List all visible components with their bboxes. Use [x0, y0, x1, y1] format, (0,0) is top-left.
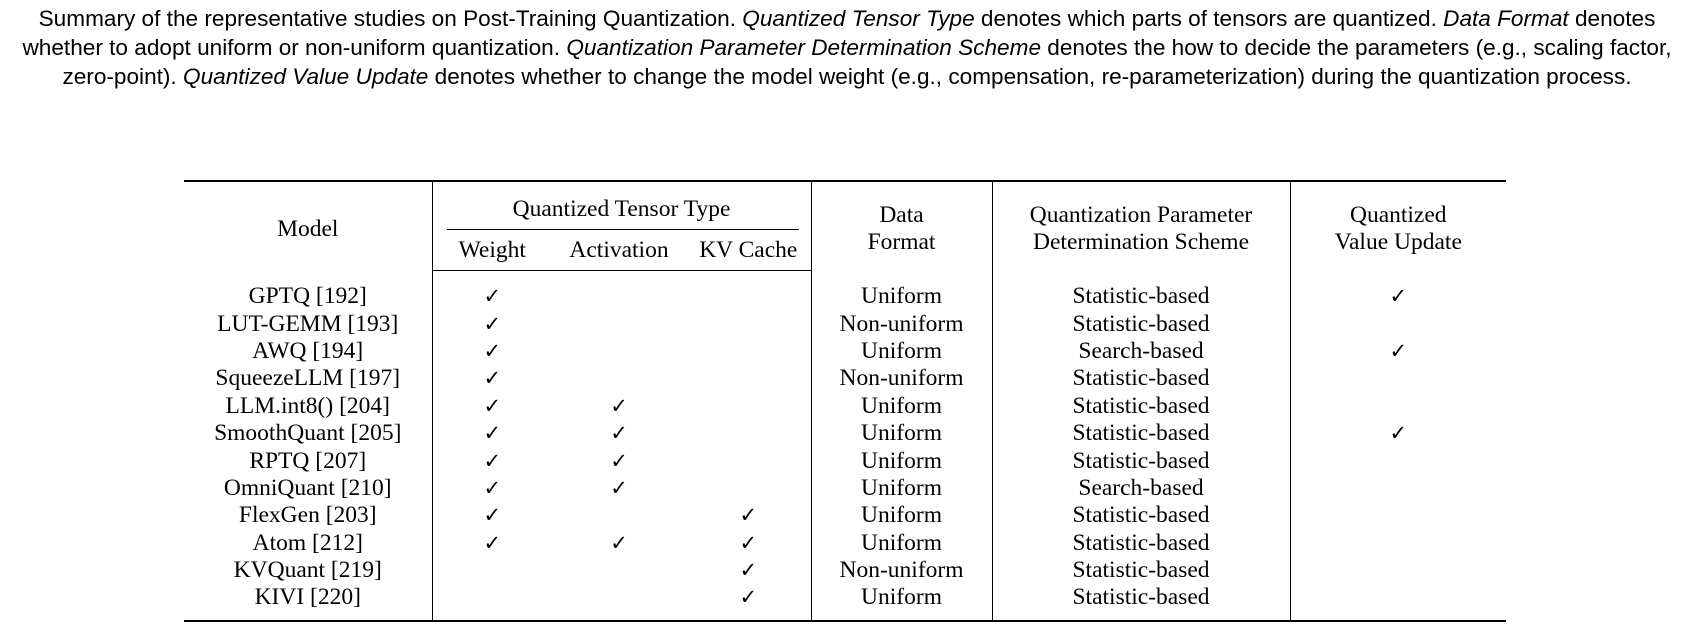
header-row-1: [184, 181, 1506, 230]
value-update-check-cell: [1290, 310, 1506, 337]
header-data-format-line1: Data: [879, 202, 924, 229]
weight-check-cell: ✓: [483, 311, 502, 336]
header-data-format: [811, 181, 992, 271]
activation-check-cell: [552, 502, 686, 529]
table-row: [184, 530, 1506, 557]
header-activation: Activation: [552, 230, 686, 271]
table-row: [184, 420, 1506, 447]
weight-check-cell: ✓: [483, 393, 502, 418]
qpd-scheme-cell: Statistic-based: [992, 557, 1290, 584]
data-format-cell: Uniform: [811, 420, 992, 447]
qpd-scheme-cell: Statistic-based: [992, 393, 1290, 420]
caption-term-data-format: Data Format: [1443, 6, 1569, 31]
caption-term-tensor-type: Quantized Tensor Type: [742, 6, 975, 31]
kv-cache-check-cell: ✓: [686, 502, 811, 529]
table-row: [184, 584, 1506, 620]
data-format-cell: Uniform: [811, 393, 992, 420]
activation-check-cell: [552, 557, 686, 584]
qpd-scheme-cell: Statistic-based: [992, 271, 1290, 311]
qpd-scheme-cell: Statistic-based: [992, 420, 1290, 447]
model-cell: Atom [212]: [184, 530, 432, 557]
table-caption: [8, 4, 1686, 91]
caption-text-2: denotes which parts of tensors are quantized.: [974, 6, 1444, 31]
ptq-summary-table-container: [184, 180, 1506, 622]
data-format-cell: Uniform: [811, 584, 992, 620]
model-cell: OmniQuant [210]: [184, 475, 432, 502]
activation-check-cell: ✓: [610, 530, 628, 555]
weight-check-cell: ✓: [483, 366, 502, 391]
header-tensor-type-group: [432, 181, 811, 230]
weight-check-cell: ✓: [483, 448, 502, 473]
qpd-scheme-cell: Statistic-based: [992, 584, 1290, 620]
data-format-cell: Non-uniform: [811, 310, 992, 337]
kv-cache-check-cell: [686, 447, 811, 474]
qpd-scheme-cell: Search-based: [992, 338, 1290, 365]
weight-check-cell: ✓: [483, 338, 502, 363]
caption-text-5: denotes whether to change the model weight (e.g., compensation, re-parameterization) during the quantization process.: [428, 64, 1632, 89]
table-row: [184, 365, 1506, 392]
qpd-scheme-cell: Statistic-based: [992, 310, 1290, 337]
activation-check-cell: [552, 338, 686, 365]
value-update-check-cell: [1290, 447, 1506, 474]
value-update-check-cell: ✓: [1389, 421, 1408, 446]
value-update-check-cell: [1290, 365, 1506, 392]
model-cell: GPTQ [192]: [184, 271, 432, 311]
header-value-update: [1290, 181, 1506, 271]
activation-check-cell: [552, 365, 686, 392]
ptq-summary-table: [184, 180, 1506, 622]
kv-cache-check-cell: [686, 271, 811, 311]
header-tensor-type-label: Quantized Tensor Type: [512, 195, 731, 222]
model-cell: RPTQ [207]: [184, 447, 432, 474]
weight-check-cell: ✓: [483, 503, 502, 528]
value-update-check-cell: ✓: [1389, 283, 1408, 308]
header-model: Model: [184, 181, 432, 271]
activation-check-cell: ✓: [610, 421, 628, 446]
qpd-scheme-cell: Search-based: [992, 475, 1290, 502]
activation-check-cell: [552, 584, 686, 620]
activation-check-cell: ✓: [610, 448, 628, 473]
model-cell: SmoothQuant [205]: [184, 420, 432, 447]
table-row: [184, 310, 1506, 337]
header-kv-cache: KV Cache: [686, 230, 811, 271]
value-update-check-cell: [1290, 530, 1506, 557]
caption-text-1: Summary of the representative studies on Post-Training Quantization.: [38, 6, 743, 31]
value-update-check-cell: [1290, 475, 1506, 502]
data-format-cell: Non-uniform: [811, 365, 992, 392]
table-row: [184, 338, 1506, 365]
kv-cache-check-cell: [686, 310, 811, 337]
activation-check-cell: [552, 310, 686, 337]
data-format-cell: Uniform: [811, 475, 992, 502]
header-qvu-line1: Quantized: [1349, 202, 1447, 229]
caption-term-value-update: Quantized Value Update: [183, 64, 429, 89]
weight-check-cell: [432, 557, 552, 584]
qpd-scheme-cell: Statistic-based: [992, 447, 1290, 474]
data-format-cell: Uniform: [811, 338, 992, 365]
data-format-cell: Non-uniform: [811, 557, 992, 584]
kv-cache-check-cell: [686, 338, 811, 365]
model-cell: FlexGen [203]: [184, 502, 432, 529]
table-row: [184, 447, 1506, 474]
value-update-check-cell: [1290, 557, 1506, 584]
weight-check-cell: ✓: [483, 284, 502, 309]
value-update-check-cell: [1290, 393, 1506, 420]
value-update-check-cell: ✓: [1389, 338, 1408, 363]
qpd-scheme-cell: Statistic-based: [992, 530, 1290, 557]
data-format-cell: Uniform: [811, 530, 992, 557]
weight-check-cell: ✓: [483, 421, 502, 446]
data-format-cell: Uniform: [811, 271, 992, 311]
kv-cache-check-cell: ✓: [686, 584, 811, 620]
data-format-cell: Uniform: [811, 447, 992, 474]
model-cell: SqueezeLLM [197]: [184, 365, 432, 392]
activation-check-cell: [552, 271, 686, 311]
table-row: [184, 502, 1506, 529]
kv-cache-check-cell: ✓: [686, 530, 811, 557]
table-row: [184, 271, 1506, 311]
qpd-scheme-cell: Statistic-based: [992, 502, 1290, 529]
table-body: [184, 271, 1506, 621]
table-row: [184, 557, 1506, 584]
model-cell: LLM.int8() [204]: [184, 393, 432, 420]
caption-text-3: denotes whether to adopt uniform or non-uniform quantization.: [22, 6, 1656, 60]
model-cell: LUT-GEMM [193]: [184, 310, 432, 337]
header-qvu-line2: Value Update: [1334, 229, 1462, 256]
header-qpd-scheme: [992, 181, 1290, 271]
activation-check-cell: ✓: [610, 475, 628, 500]
activation-check-cell: ✓: [610, 393, 628, 418]
value-update-check-cell: [1290, 502, 1506, 529]
value-update-check-cell: [1290, 584, 1506, 620]
kv-cache-check-cell: ✓: [686, 557, 811, 584]
weight-check-cell: ✓: [483, 475, 502, 500]
weight-check-cell: [432, 584, 552, 620]
model-cell: KVQuant [219]: [184, 557, 432, 584]
header-data-format-line2: Format: [867, 229, 936, 256]
group-underline: [447, 229, 799, 230]
data-format-cell: Uniform: [811, 502, 992, 529]
kv-cache-check-cell: [686, 420, 811, 447]
header-qpd-line2: Determination Scheme: [1033, 229, 1250, 256]
model-cell: KIVI [220]: [184, 584, 432, 620]
caption-term-qpd-scheme: Quantization Parameter Determination Scheme: [566, 35, 1042, 60]
model-cell: AWQ [194]: [184, 338, 432, 365]
caption-text-4: denotes the how to decide the parameters (e.g., scaling factor, zero-point).: [62, 35, 1672, 89]
table-row: [184, 475, 1506, 502]
kv-cache-check-cell: [686, 365, 811, 392]
table-row: [184, 393, 1506, 420]
kv-cache-check-cell: [686, 393, 811, 420]
header-weight: Weight: [432, 230, 552, 271]
header-qpd-line1: Quantization Parameter: [1029, 202, 1253, 229]
weight-check-cell: ✓: [483, 530, 502, 555]
qpd-scheme-cell: Statistic-based: [992, 365, 1290, 392]
kv-cache-check-cell: [686, 475, 811, 502]
